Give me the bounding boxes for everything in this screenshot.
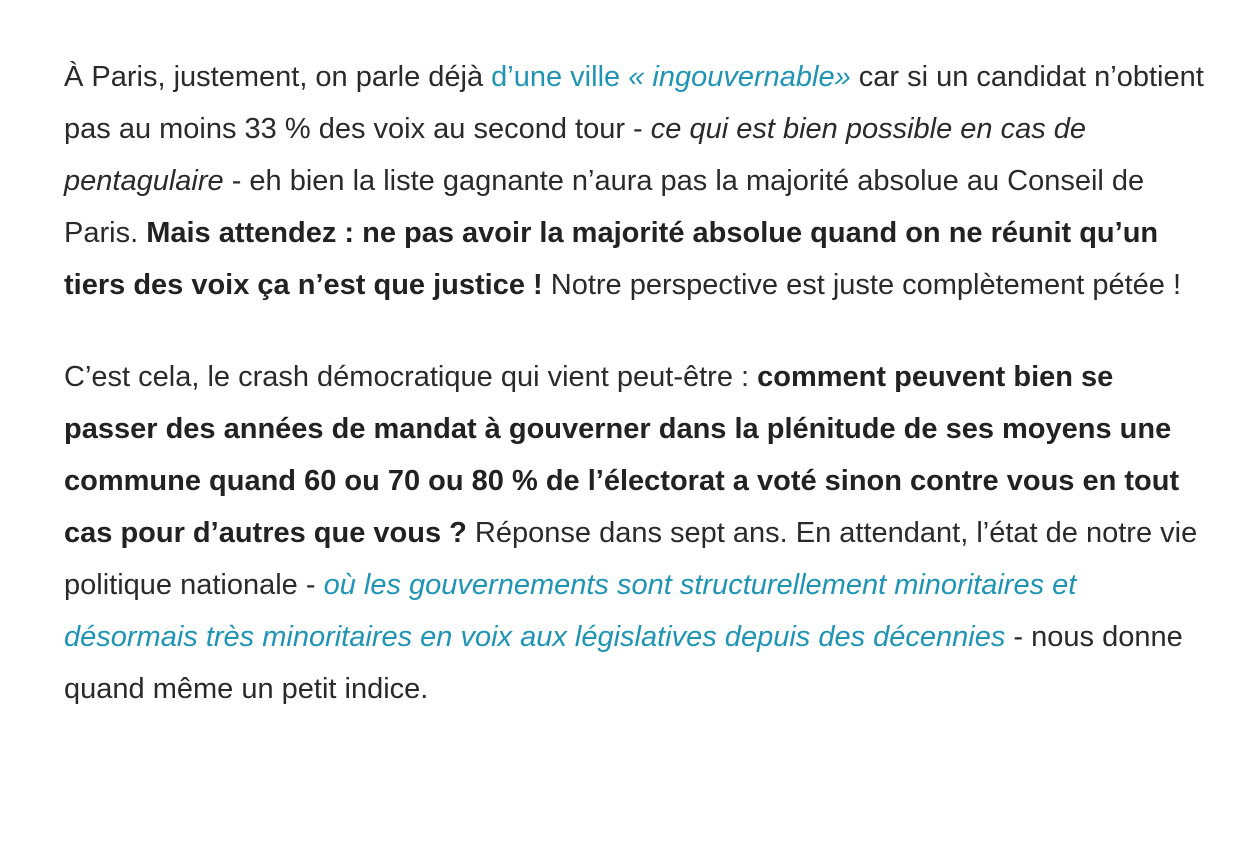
paragraph-text: car si un candidat n’obtient pas au moins 33 % des voix au second tour -: [64, 61, 1204, 145]
paragraph-text: Notre perspective est juste complètement pétée !: [542, 269, 1182, 301]
paragraph-text: - nous donne quand même un petit indice.: [64, 621, 1183, 705]
bold-text: comment peuvent bien se passer des années de mandat à gouverner dans la plénitude de ses moyens une commune quand 60 ou 70 ou 80 % de l’électorat a voté sinon contre vous en tout cas pour d’autres que vous ?: [64, 361, 1180, 549]
paragraph-text: Réponse dans sept ans. En attendant, l’état de notre vie politique nationale -: [64, 517, 1198, 601]
paragraph-crash: [64, 351, 1204, 715]
paragraph-paris: [64, 51, 1204, 311]
paragraph-text: C’est cela, le crash démocratique qui vient peut-être :: [64, 361, 758, 393]
italic-text: ce qui est bien possible en cas de pentagulaire: [64, 113, 1087, 197]
paragraph-text: - eh bien la liste gagnante n’aura pas la majorité absolue au Conseil de Paris.: [64, 165, 1145, 249]
bold-text: Mais attendez : ne pas avoir la majorité absolue quand on ne réunit qu’un tiers des voix ça n’est que justice !: [64, 217, 1159, 301]
link-text-italic: « ingouvernable»: [628, 61, 851, 93]
link-text-italic: où les gouvernements sont structurellement minoritaires et désormais très minoritaires en voix aux législatives depuis des décennies: [64, 569, 1077, 653]
link-ville-ingouvernable[interactable]: [491, 61, 851, 93]
article-body: [64, 51, 1204, 755]
link-text: d’une ville: [491, 61, 629, 93]
paragraph-text: À Paris, justement, on parle déjà: [64, 61, 492, 93]
